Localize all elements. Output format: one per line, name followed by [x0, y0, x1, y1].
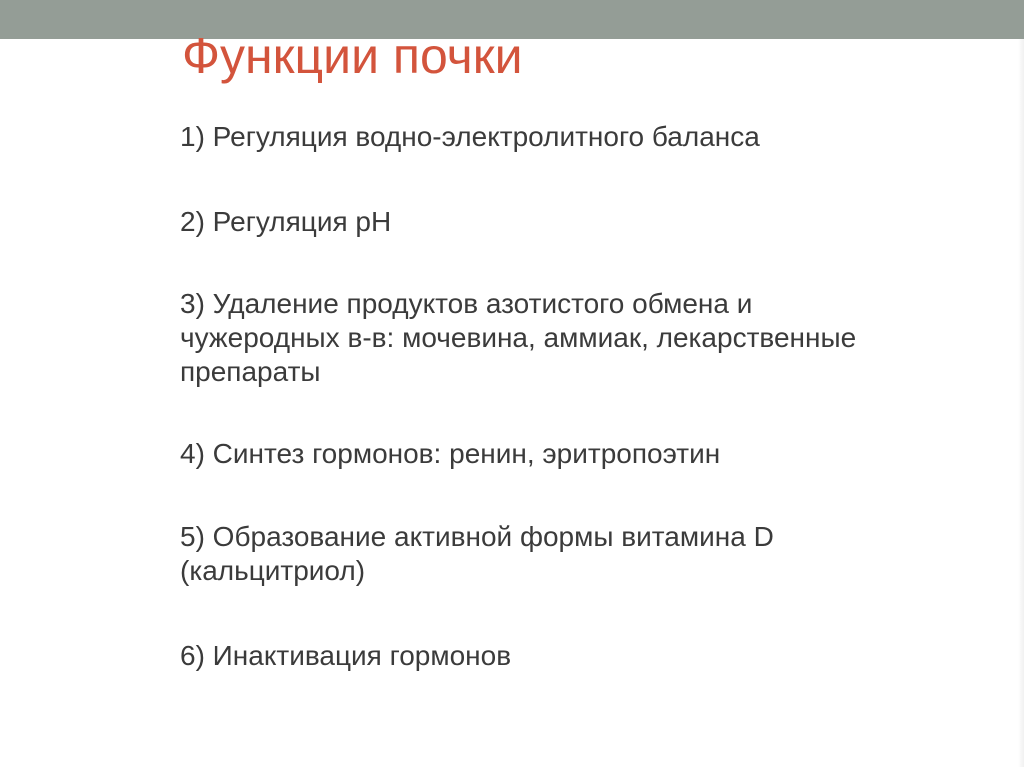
list-item-3-line-2: чужеродных в-в: мочевина, аммиак, лекарственные [180, 322, 857, 353]
list-item-1-line-1: 1) Регуляция водно-электролитного баланса [180, 121, 760, 152]
list-item-3 [180, 287, 856, 389]
list-item-6 [180, 639, 511, 673]
slide-title: Функции почки [182, 28, 523, 84]
list-item-5-line-2: (кальцитриол) [180, 555, 366, 586]
list-item-5-line-1: 5) Образование активной формы витамина D [180, 521, 774, 552]
list-item-5 [180, 520, 774, 588]
slide-edge-shadow [1018, 39, 1024, 767]
list-item-4 [180, 437, 720, 471]
list-item-2 [180, 205, 391, 239]
list-item-3-line-3: препараты [180, 356, 321, 387]
list-item-1 [180, 120, 760, 154]
list-item-4-line-1: 4) Синтез гормонов: ренин, эритропоэтин [180, 438, 721, 469]
list-item-6-line-1: 6) Инактивация гормонов [180, 640, 512, 671]
list-item-3-line-1: 3) Удаление продуктов азотистого обмена и [180, 288, 753, 319]
list-item-2-line-1: 2) Регуляция pH [180, 206, 392, 237]
